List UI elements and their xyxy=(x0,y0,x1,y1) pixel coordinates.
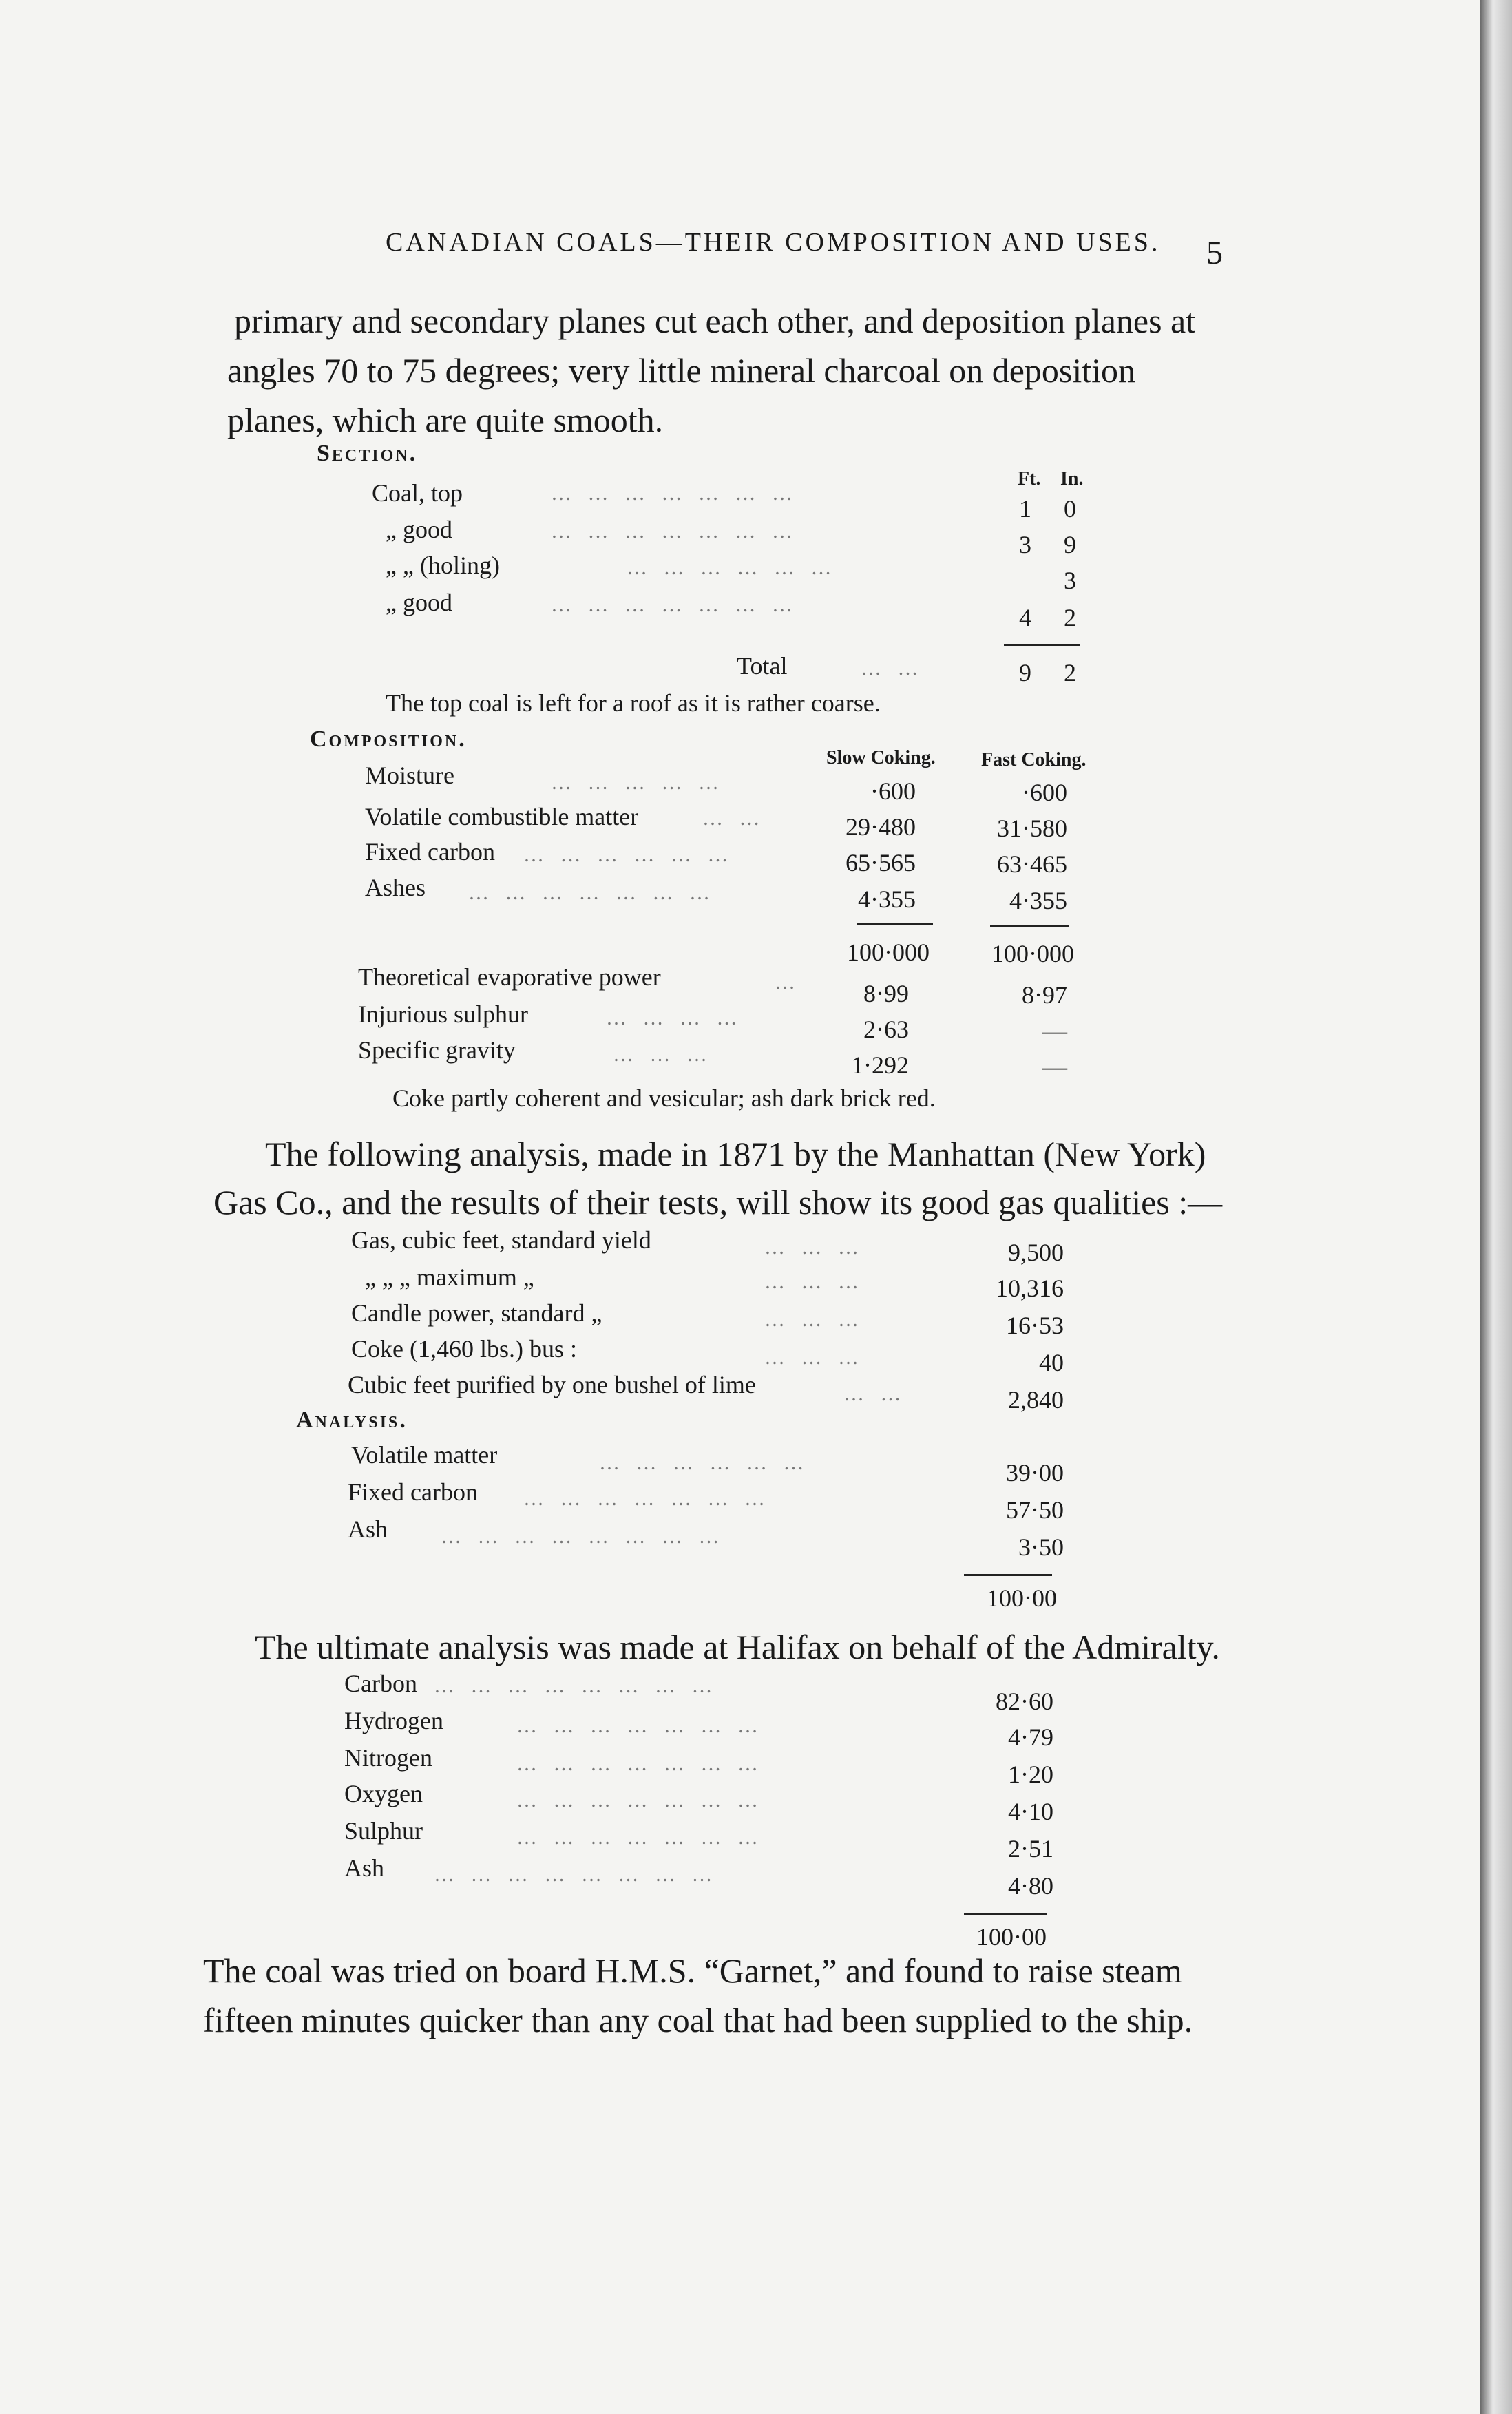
section-row-label: „ „ (holing) xyxy=(386,552,500,579)
section-row-ft: 3 xyxy=(1019,531,1031,558)
section-note: The top coal is left for a roof as it is rather coarse. xyxy=(386,689,881,717)
section-total-ft: 9 xyxy=(1019,659,1031,686)
intro-line-1: primary and secondary planes cut each other, and deposition planes at xyxy=(234,302,1196,340)
section-row-ft: 4 xyxy=(1019,604,1031,631)
gas-row-label: „ „ „ maximum „ xyxy=(365,1263,534,1291)
extra-row-label: Theoretical evaporative power xyxy=(358,963,661,991)
composition-note: Coke partly coherent and vesicular; ash dark brick red. xyxy=(392,1084,936,1112)
slow-total-rule xyxy=(857,923,933,925)
leader-dots: … … … … … … … … xyxy=(434,1863,718,1886)
analysis-row-label: Fixed carbon xyxy=(348,1478,478,1506)
col-in: In. xyxy=(1060,468,1084,490)
analysis-heading: Analysis. xyxy=(296,1407,408,1433)
gas-row-value: 16·53 xyxy=(1006,1312,1064,1339)
ultimate-para: The ultimate analysis was made at Halifax on behalf of the Admiralty. xyxy=(255,1628,1220,1666)
extra-row-fast: 8·97 xyxy=(1022,981,1067,1009)
ultimate-row-value: 4·10 xyxy=(1008,1798,1053,1825)
extra-row-slow: 1·292 xyxy=(851,1051,909,1079)
extra-row-label: Injurious sulphur xyxy=(358,1000,528,1028)
composition-row-label: Volatile combustible matter xyxy=(365,803,639,830)
composition-heading: Composition. xyxy=(310,726,467,752)
composition-row-label: Ashes xyxy=(365,874,426,901)
col-slow-coking: Slow Coking. xyxy=(826,747,936,768)
analysis-total: 100·00 xyxy=(987,1584,1057,1612)
ultimate-total: 100·00 xyxy=(976,1923,1047,1951)
ultimate-row-value: 2·51 xyxy=(1008,1835,1053,1862)
gas-row-value: 40 xyxy=(1039,1349,1064,1376)
gas-row-label: Gas, cubic feet, standard yield xyxy=(351,1226,651,1254)
ultimate-row-label: Oxygen xyxy=(344,1780,423,1807)
section-row-in: 9 xyxy=(1064,531,1076,558)
leader-dots: … … … … … … … xyxy=(516,1789,764,1812)
composition-row-label: Moisture xyxy=(365,762,454,789)
section-heading: Section. xyxy=(317,441,418,466)
leader-dots: … … … … … … xyxy=(627,556,837,579)
composition-row-label: Fixed carbon xyxy=(365,838,495,865)
page-number: 5 xyxy=(1206,235,1223,271)
book-spine-edge xyxy=(1480,0,1512,2414)
composition-total-slow: 100·000 xyxy=(847,938,930,966)
ultimate-row-value: 82·60 xyxy=(996,1688,1053,1715)
leader-dots: … … … … … … … … xyxy=(434,1675,718,1697)
leader-dots: … xyxy=(775,971,801,994)
ultimate-total-rule xyxy=(964,1913,1047,1915)
leader-dots: … … … … … … … xyxy=(516,1826,764,1849)
leader-dots: … … … … xyxy=(606,1007,743,1029)
ultimate-row-value: 4·80 xyxy=(1008,1872,1053,1900)
leader-dots: … … … … … … … xyxy=(551,482,798,505)
analysis-row-value: 57·50 xyxy=(1006,1496,1064,1524)
running-head: CANADIAN COALS—THEIR COMPOSITION AND USES. xyxy=(386,228,1161,257)
gas-row-value: 2,840 xyxy=(1008,1386,1064,1414)
section-row-label: Coal, top xyxy=(372,479,463,507)
section-total-label: Total xyxy=(737,652,788,680)
leader-dots: … … … xyxy=(613,1043,713,1066)
leader-dots: … … … xyxy=(764,1236,864,1259)
leader-dots: … … … … … … … xyxy=(516,1714,764,1737)
leader-dots: … … … … … … … xyxy=(468,881,715,904)
ultimate-row-label: Nitrogen xyxy=(344,1744,432,1772)
gas-row-value: 10,316 xyxy=(996,1274,1064,1302)
fast-total-rule xyxy=(990,925,1069,927)
composition-row-fast: 63·465 xyxy=(997,850,1067,878)
composition-row-fast: 31·580 xyxy=(997,815,1067,842)
leader-dots: … … … … … … … xyxy=(516,1752,764,1775)
analysis-row-value: 3·50 xyxy=(1018,1533,1064,1561)
leader-dots: … … … xyxy=(764,1270,864,1293)
leader-dots: … … … … … … … xyxy=(551,594,798,616)
composition-row-fast: 4·355 xyxy=(1009,887,1067,914)
composition-row-slow: 65·565 xyxy=(846,849,916,877)
analysis-row-label: Ash xyxy=(348,1515,388,1543)
ultimate-row-label: Hydrogen xyxy=(344,1707,443,1734)
leader-dots: … … xyxy=(843,1383,907,1405)
extra-row-slow: 8·99 xyxy=(863,980,909,1007)
leader-dots: … … … … … … … … xyxy=(441,1525,725,1548)
extra-row-fast: — xyxy=(1042,1053,1067,1080)
gas-para-line-1: The following analysis, made in 1871 by the Manhattan (New York) xyxy=(265,1135,1206,1173)
total-rule xyxy=(1004,644,1080,646)
ultimate-row-value: 4·79 xyxy=(1008,1723,1053,1751)
gas-row-label: Coke (1,460 lbs.) bus : xyxy=(351,1335,577,1363)
intro-line-2: angles 70 to 75 degrees; very little mineral charcoal on deposition xyxy=(227,351,1136,390)
composition-row-fast: ·600 xyxy=(1022,779,1067,806)
ultimate-row-label: Sulphur xyxy=(344,1817,423,1845)
ultimate-row-label: Carbon xyxy=(344,1670,417,1697)
section-row-in: 2 xyxy=(1064,604,1076,631)
ultimate-row-value: 1·20 xyxy=(1008,1761,1053,1788)
gas-para-line-2: Gas Co., and the results of their tests, will show its good gas qualities :— xyxy=(213,1183,1223,1221)
leader-dots: … … … … … … … xyxy=(523,1487,770,1510)
leader-dots: … … … … … … xyxy=(523,843,734,866)
leader-dots: … … … … … … … xyxy=(551,520,798,543)
analysis-total-rule xyxy=(964,1574,1052,1576)
section-total-in: 2 xyxy=(1064,659,1076,686)
gas-row-value: 9,500 xyxy=(1008,1239,1064,1266)
closing-line-2: fifteen minutes quicker than any coal that had been supplied to the ship. xyxy=(203,2001,1193,2039)
section-row-label: „ good xyxy=(386,589,452,616)
col-ft: Ft. xyxy=(1018,468,1041,490)
closing-line-1: The coal was tried on board H.M.S. “Garnet,” and found to raise steam xyxy=(203,1951,1182,1990)
leader-dots: … … … xyxy=(764,1308,864,1331)
extra-row-label: Specific gravity xyxy=(358,1036,516,1064)
leader-dots: … … … … … xyxy=(551,771,724,794)
leader-dots: … … xyxy=(702,807,766,830)
composition-total-fast: 100·000 xyxy=(991,940,1074,967)
extra-row-slow: 2·63 xyxy=(863,1016,909,1043)
composition-row-slow: 29·480 xyxy=(846,813,916,841)
section-row-in: 0 xyxy=(1064,495,1076,523)
col-fast-coking: Fast Coking. xyxy=(981,749,1086,770)
analysis-row-value: 39·00 xyxy=(1006,1459,1064,1487)
intro-line-3: planes, which are quite smooth. xyxy=(227,401,664,439)
composition-row-slow: 4·355 xyxy=(858,885,916,913)
composition-row-slow: ·600 xyxy=(870,777,916,805)
leader-dots: … … xyxy=(861,657,924,680)
section-row-ft: 1 xyxy=(1019,495,1031,523)
gas-row-label: Candle power, standard „ xyxy=(351,1299,602,1327)
leader-dots: … … … … … … xyxy=(599,1451,810,1474)
extra-row-fast: — xyxy=(1042,1017,1067,1045)
section-row-label: „ good xyxy=(386,516,452,543)
leader-dots: … … … xyxy=(764,1346,864,1369)
section-row-in: 3 xyxy=(1064,567,1076,594)
gas-row-label: Cubic feet purified by one bushel of lime xyxy=(348,1371,756,1398)
ultimate-row-label: Ash xyxy=(344,1854,385,1882)
analysis-row-label: Volatile matter xyxy=(351,1441,498,1469)
